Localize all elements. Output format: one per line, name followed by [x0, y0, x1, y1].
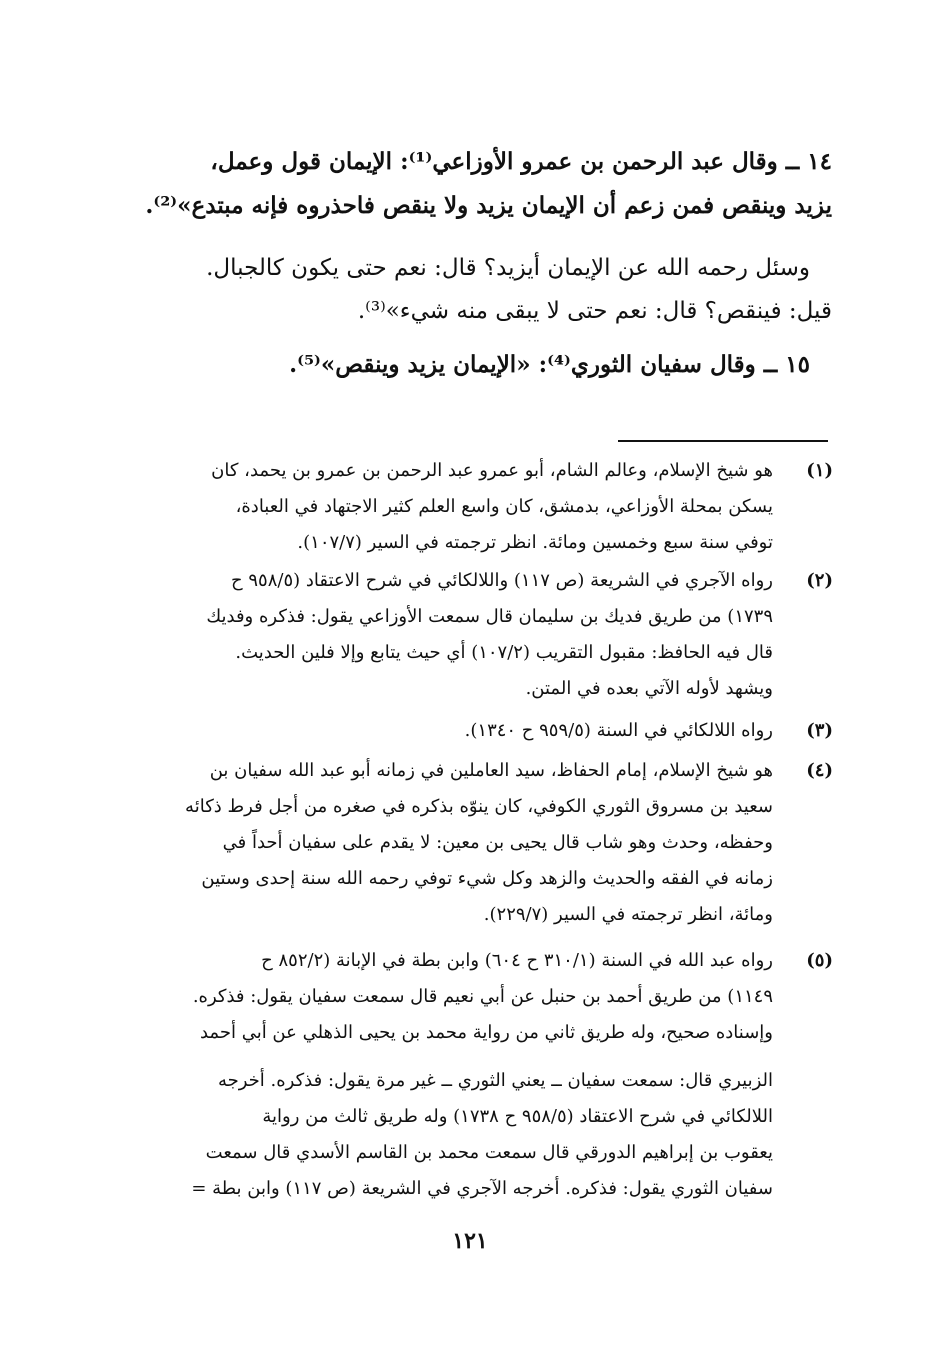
question-line-2: قيل: فينقص؟ قال: نعم حتى لا يبقى منه شيء»⁽³⁾.	[357, 298, 832, 324]
footnote-line: هو شيخ الإسلام، إمام الحفاظ، سيد العاملين في زمانه أبو عبد الله سفيان بن	[209, 760, 773, 781]
item-15-line-1: ١٥ ــ وقال سفيان الثوري⁽⁴⁾: «الإيمان يزيد وينقص»⁽⁵⁾.	[289, 351, 810, 378]
item-14-line-2: يزيد وينقص فمن زعم أن الإيمان يزيد ولا ينقص فاحذروه فإنه مبتدع»⁽²⁾.	[145, 192, 832, 219]
page-number: ١٢١	[452, 1228, 488, 1254]
footnote-separator	[618, 440, 828, 442]
footnote-line: وحفظه، وحدث وهو شاب قال يحيى بن معين: لا يقدم على سفيان أحداً في	[222, 832, 773, 853]
footnote-line: يعقوب بن إبراهيم الدورقي قال سمعت محمد بن القاسم الأسدي قال سمعت	[205, 1142, 773, 1163]
footnote-line: قال فيه الحافظ: مقبول التقريب (١٠٧/٢) أي حيث يتابع وإلا فلين الحديث.	[235, 642, 773, 663]
footnote-number: (٣)	[806, 720, 833, 741]
question-line-1: وسئل رحمه الله عن الإيمان أيزيد؟ قال: نعم حتى يكون كالجبال.	[206, 255, 810, 281]
footnote-number: (٢)	[806, 570, 833, 591]
footnote-line: سعيد بن مسروق الثوري الكوفي، كان ينوّه بذكره في صغره من أجل فرط ذكائه	[185, 796, 773, 817]
footnote-line: ومائة، انظر ترجمته في السير (٢٢٩/٧).	[483, 904, 773, 925]
item-14-line-1: ١٤ ــ وقال عبد الرحمن بن عمرو الأوزاعي⁽¹⁾: الإيمان قول وعمل،	[210, 148, 832, 175]
footnote-line: رواه عبد الله في السنة (٣١٠/١ ح ٦٠٤) وابن بطة في الإبانة (٨٥٢/٢ ح	[261, 950, 773, 971]
footnote-line: هو شيخ الإسلام، وعالم الشام، أبو عمرو عبد الرحمن بن عمرو بن يحمد، كان	[211, 460, 773, 481]
footnote-line: ١١٤٩) من طريق أحمد بن حنبل عن أبي نعيم قال سمعت سفيان يقول: فذكره.	[192, 986, 773, 1007]
footnote-line: توفي سنة سبع وخمسين ومائة. انظر ترجمته في السير (١٠٧/٧).	[297, 532, 773, 553]
footnote-line: سفيان الثوري يقول: فذكره. أخرجه الآجري في الشريعة (ص ١١٧) وابن بطة =	[191, 1178, 773, 1199]
footnote-line: يسكن بمحلة الأوزاعي، بدمشق، كان واسع العلم كثير الاجتهاد في العبادة،	[235, 496, 773, 517]
footnote-line: ١٧٣٩) من طريق فديك بن سليمان قال سمعت الأوزاعي يقول: فذكره وفديك	[206, 606, 773, 627]
footnote-line: رواه الآجري في الشريعة (ص ١١٧) واللالكائي في شرح الاعتقاد (٩٥٨/٥ ح	[231, 570, 773, 591]
footnote-line: رواه اللالكائي في السنة (٩٥٩/٥ ح ١٣٤٠).	[464, 720, 773, 741]
footnote-line: ويشهد لأوله الآتي بعده في المتن.	[525, 678, 773, 699]
footnote-number: (٥)	[806, 950, 833, 971]
footnote-line: وإسناده صحيح، وله طريق ثاني من رواية محمد بن يحيى الذهلي عن أبي أحمد	[199, 1022, 773, 1043]
footnote-line: زمانه في الفقه والحديث والزهد وكل شيء توفي رحمه الله سنة إحدى وستين	[201, 868, 773, 889]
footnote-number: (٤)	[806, 760, 833, 781]
footnote-line: الزبيري قال: سمعت سفيان ــ يعني الثوري ــ غير مرة يقول: فذكره. أخرجه	[217, 1070, 773, 1091]
footnote-number: (١)	[806, 460, 833, 481]
footnote-line: اللالكائي في شرح الاعتقاد (٩٥٨/٥ ح ١٧٣٨) وله طريق ثالث من رواية	[262, 1106, 773, 1127]
